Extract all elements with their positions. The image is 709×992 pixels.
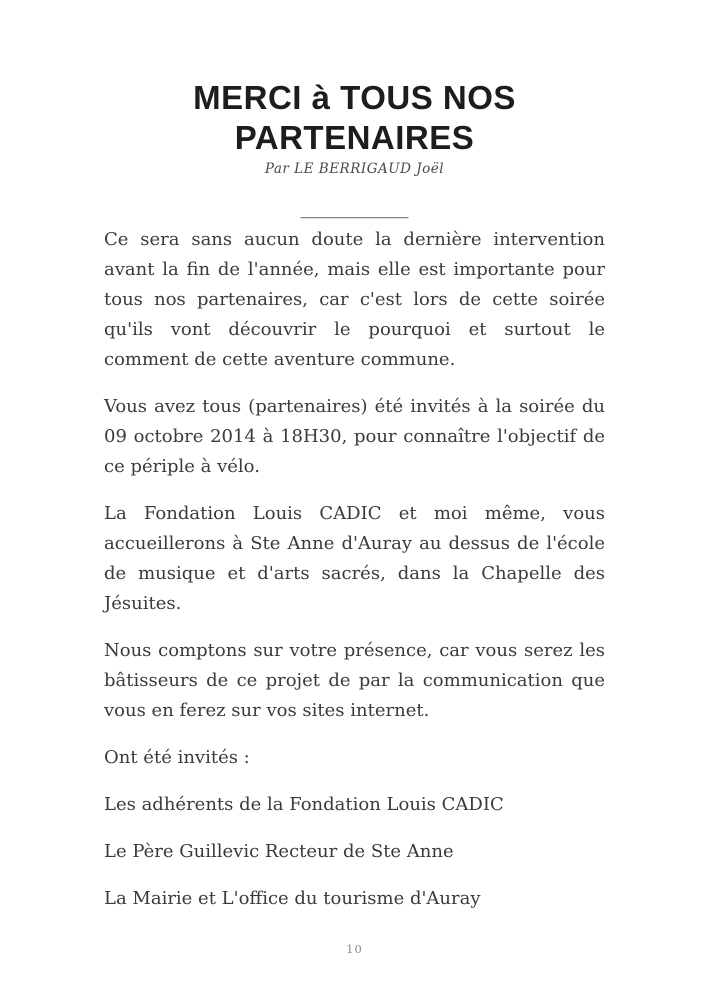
page-title [0, 78, 709, 158]
page-number: 10 [346, 942, 363, 956]
body-paragraph: Ce sera sans aucun doute la dernière intervention avant la fin de l'année, mais elle est importante pour tous nos partenaires, car c'est lors de cette soirée qu'ils vont découvrir le pourquoi et surtout le comment de cette aventure commune. [104, 229, 605, 370]
body-paragraph: Vous avez tous (partenaires) été invités à la soirée du 09 octobre 2014 à 18H30, pour connaître l'objectif de ce périple à vélo. [104, 396, 605, 477]
separator-rule: ____________ [300, 198, 409, 219]
body-paragraph: Nous comptons sur votre présence, car vous serez les bâtisseurs de ce projet de par la communication que vous en ferez sur vos sites internet. [104, 640, 605, 721]
body-paragraph: La Fondation Louis CADIC et moi même, vous accueillerons à Ste Anne d'Auray au dessus de l'école de musique et d'arts sacrés, dans la Chapelle des Jésuites. [104, 503, 605, 614]
body-paragraph: Les adhérents de la Fondation Louis CADIC [104, 794, 504, 815]
byline: Par LE BERRIGAUD Joël [264, 161, 445, 177]
body-text [104, 225, 605, 931]
body-paragraph: Le Père Guillevic Recteur de Ste Anne [104, 841, 454, 862]
body-paragraph: Ont été invités : [104, 747, 250, 768]
page-title-line-2: PARTENAIRES [234, 119, 475, 156]
body-paragraph: La Mairie et L'office du tourisme d'Auray [104, 888, 481, 909]
page-title-line-1: MERCI à TOUS NOS [193, 79, 516, 116]
